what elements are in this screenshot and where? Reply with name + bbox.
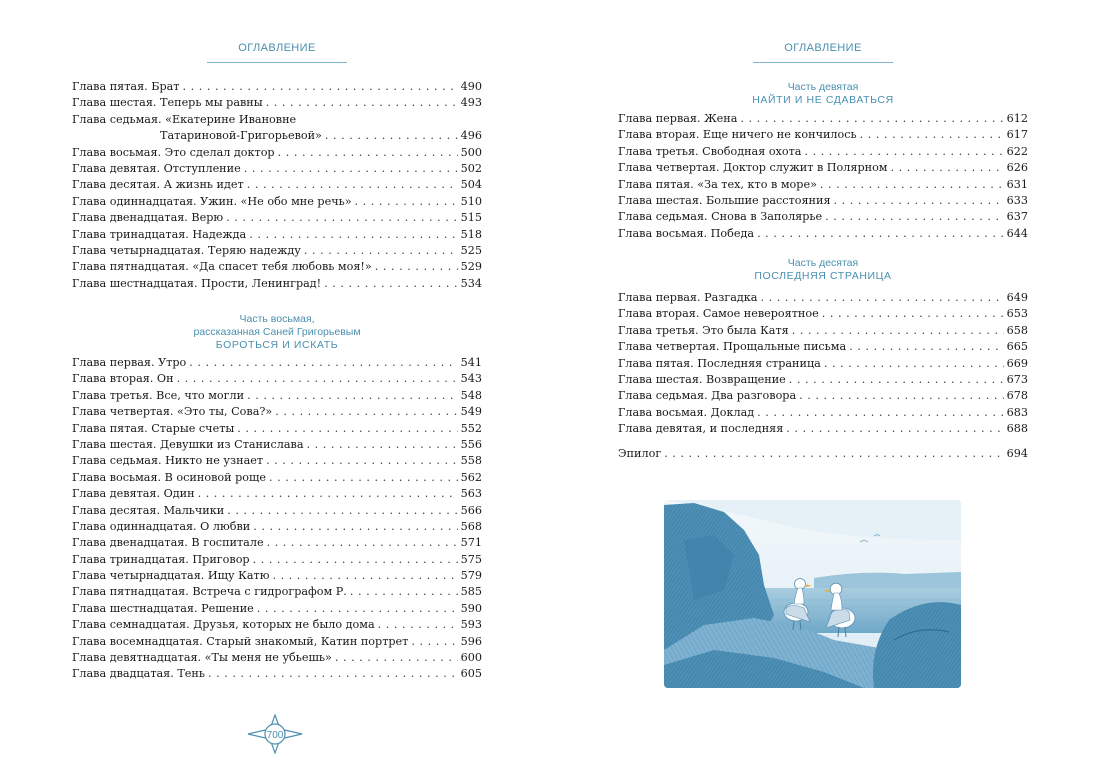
toc-entry-label: Глава шестая. Большие расстояния [618, 193, 831, 207]
toc-leader-dots [355, 194, 458, 210]
toc-entry-label: Глава тринадцатая. Приговор [72, 552, 250, 566]
toc-entry-label: Глава восьмая. Это сделал доктор [72, 145, 275, 159]
toc-entry-label: Глава одиннадцатая. Ужин. «Не обо мне речь» [72, 194, 352, 208]
toc-entry-page: 593 [460, 618, 482, 632]
toc-entry[interactable] [72, 666, 482, 682]
toc-section-part8 [72, 355, 482, 683]
toc-entry-page: 534 [460, 276, 482, 290]
toc-entry-label: Глава девятая. Один [72, 487, 195, 501]
toc-entry[interactable] [618, 372, 1028, 388]
toc-leader-dots [269, 470, 458, 486]
toc-entry[interactable] [618, 226, 1028, 242]
part-nine-heading [618, 81, 1028, 107]
toc-section-part9 [618, 111, 1028, 242]
toc-entry-label: Глава тринадцатая. Надежда [72, 227, 247, 241]
toc-entry-page: 556 [460, 437, 482, 451]
toc-entry-label: Глава двенадцатая. Верю [72, 211, 224, 225]
toc-leader-dots [740, 111, 1003, 127]
toc-entry-label: Глава шестнадцатая. Решение [72, 601, 254, 615]
toc-entry-page: 617 [1006, 128, 1028, 142]
toc-entry[interactable] [618, 323, 1028, 339]
toc-entry-page: 548 [460, 388, 482, 402]
toc-leader-dots [325, 128, 458, 144]
toc-entry-page: 678 [1006, 389, 1028, 403]
toc-leader-dots [860, 127, 1004, 143]
toc-leader-dots [304, 243, 458, 259]
toc-entry-label: Глава четвертая. Доктор служит в Полярном [618, 161, 888, 175]
toc-leader-dots [307, 437, 458, 453]
toc-entry-page: 515 [460, 211, 482, 225]
toc-entry-page: 525 [460, 243, 482, 257]
toc-leader-dots [825, 209, 1004, 225]
part-eight-heading [72, 313, 482, 352]
toc-entry-label-line1: Глава седьмая. «Екатерине Ивановне [72, 112, 297, 126]
toc-leader-dots [411, 634, 457, 650]
toc-section-part10 [618, 290, 1028, 438]
toc-entry-page: 644 [1006, 226, 1028, 240]
toc-entry-label: Глава пятая. Старые счеты [72, 421, 235, 435]
toc-entry-label: Глава восемнадцатая. Старый знакомый, Катин портрет [72, 634, 409, 648]
toc-entry-page: 558 [460, 454, 482, 468]
toc-entry-page: 626 [1006, 161, 1028, 175]
toc-leader-dots [278, 145, 458, 161]
toc-leader-dots [664, 446, 1003, 462]
toc-leader-dots [378, 617, 458, 633]
toc-entry-label: Глава восьмая. В осиновой роще [72, 470, 267, 484]
toc-leader-dots [849, 339, 1004, 355]
toc-entry-label: Глава семнадцатая. Друзья, которых не было дома [72, 618, 375, 632]
toc-entry-page: 571 [460, 536, 482, 550]
toc-entry-label: Глава первая. Разгадка [618, 291, 758, 304]
toc-entry-label: Глава десятая. А жизнь идет [72, 178, 244, 192]
running-head-rule [207, 62, 347, 63]
part-eight-narrator: рассказанная Саней Григорьевым [193, 326, 361, 338]
toc-leader-dots [324, 276, 457, 292]
toc-entry-epilogue[interactable] [618, 446, 1028, 462]
toc-section-part7-end [72, 79, 482, 292]
toc-entry-page: 568 [460, 519, 482, 533]
toc-entry-label: Глава двадцатая. Тень [72, 667, 205, 681]
toc-leader-dots [266, 453, 458, 469]
toc-entry[interactable] [72, 112, 482, 145]
toc-entry-label: Глава первая. Жена [618, 112, 738, 125]
toc-entry[interactable] [72, 535, 482, 551]
toc-leader-dots [275, 404, 457, 420]
toc-entry[interactable] [72, 259, 482, 275]
toc-leader-dots [272, 568, 457, 584]
toc-entry[interactable] [72, 276, 482, 292]
toc-entry[interactable] [72, 568, 482, 584]
toc-entry-label: Глава шестая. Девушки из Станислава [72, 437, 304, 451]
toc-entry-page: 665 [1006, 340, 1028, 354]
toc-entry-page: 529 [460, 260, 482, 274]
toc-entry-label: Глава четырнадцатая. Теряю надежду [72, 243, 301, 257]
toc-leader-dots [786, 421, 1003, 437]
toc-entry-page: 649 [1006, 291, 1028, 304]
toc-entry-page: 688 [1006, 422, 1028, 436]
toc-entry[interactable] [618, 209, 1028, 225]
toc-entry[interactable] [618, 177, 1028, 193]
toc-entry[interactable] [72, 161, 482, 177]
toc-entry-label: Глава восьмая. Победа [618, 226, 755, 240]
toc-entry-page: 631 [1006, 177, 1028, 191]
toc-entry-label: Эпилог [618, 447, 662, 460]
toc-entry-label: Глава десятая. Мальчики [72, 503, 225, 517]
toc-entry-label: Глава двенадцатая. В госпитале [72, 536, 264, 550]
toc-entry[interactable] [72, 95, 482, 111]
seagulls-illustration [664, 500, 961, 688]
toc-entry[interactable] [72, 617, 482, 633]
toc-entry-label: Глава одиннадцатая. О любви [72, 519, 251, 533]
toc-entry[interactable] [72, 79, 482, 95]
toc-entry-label: Глава шестнадцатая. Прости, Ленинград! [72, 276, 322, 290]
toc-entry-page: 669 [1006, 356, 1028, 370]
toc-entry[interactable] [72, 388, 482, 404]
toc-leader-dots [822, 306, 1004, 322]
toc-entry-label: Глава четвертая. «Это ты, Сова?» [72, 405, 273, 419]
toc-entry-label: Глава девятая. Отступление [72, 161, 241, 175]
toc-entry-label: Глава седьмая. Два разговора [618, 389, 797, 403]
part-ten-label: Часть десятая [787, 257, 859, 269]
toc-leader-dots [267, 535, 458, 551]
toc-entry[interactable] [618, 193, 1028, 209]
toc-entry[interactable] [72, 437, 482, 453]
toc-entry[interactable] [618, 405, 1028, 421]
toc-entry-page: 496 [460, 129, 482, 143]
toc-leader-dots [247, 177, 458, 193]
toc-entry[interactable] [72, 404, 482, 420]
toc-leader-dots [253, 552, 458, 568]
toc-entry[interactable] [72, 584, 482, 600]
toc-entry-page: 504 [460, 178, 482, 192]
toc-entry-page: 683 [1006, 405, 1028, 419]
toc-entry-page: 549 [460, 405, 482, 419]
toc-entry-page: 590 [460, 601, 482, 615]
toc-entry[interactable] [72, 194, 482, 210]
running-head-right: ОГЛАВЛЕНИЕ [784, 42, 862, 54]
toc-entry-page: 493 [460, 96, 482, 110]
toc-entry-label: Глава седьмая. Никто не узнает [72, 454, 264, 468]
toc-entry[interactable] [72, 177, 482, 193]
toc-entry[interactable] [618, 421, 1028, 437]
toc-leader-dots [834, 193, 1004, 209]
toc-epilogue [618, 446, 1028, 462]
part-nine-title: НАЙТИ И НЕ СДАВАТЬСЯ [752, 94, 894, 106]
toc-leader-dots [266, 95, 458, 111]
toc-entry[interactable] [72, 371, 482, 387]
toc-entry[interactable] [618, 127, 1028, 143]
toc-entry-page: 633 [1006, 193, 1028, 207]
toc-entry-label-line2: Татариновой-Григорьевой» [160, 129, 322, 143]
toc-entry[interactable] [72, 210, 482, 226]
toc-entry-page: 562 [460, 470, 482, 484]
part-ten-heading [618, 257, 1028, 283]
toc-leader-dots [799, 388, 1004, 404]
toc-leader-dots [375, 259, 458, 275]
toc-entry[interactable] [72, 227, 482, 243]
toc-leader-dots [227, 503, 457, 519]
toc-entry-page: 658 [1006, 323, 1028, 337]
toc-leader-dots [249, 227, 457, 243]
toc-entry-page: 673 [1006, 372, 1028, 386]
toc-entry[interactable] [72, 470, 482, 486]
toc-entry[interactable] [72, 486, 482, 502]
toc-entry-page: 563 [460, 487, 482, 501]
toc-entry-label: Глава восьмая. Доклад [618, 405, 755, 419]
toc-entry-label: Глава пятая. Брат [72, 80, 180, 93]
toc-entry[interactable] [72, 145, 482, 161]
toc-entry-page: 579 [460, 569, 482, 583]
toc-entry-page: 694 [1006, 447, 1028, 460]
toc-entry[interactable] [618, 144, 1028, 160]
toc-entry-label: Глава четвертая. Прощальные письма [618, 340, 847, 354]
toc-entry-label: Глава третья. Все, что могли [72, 388, 245, 402]
toc-entry[interactable] [618, 160, 1028, 176]
part-eight-title: БОРОТЬСЯ И ИСКАТЬ [215, 339, 339, 351]
toc-leader-dots [757, 226, 1004, 242]
part-ten-title: ПОСЛЕДНЯЯ СТРАНИЦА [754, 270, 892, 282]
toc-entry-label: Глава первая. Утро [72, 356, 187, 369]
toc-entry-page: 566 [460, 503, 482, 517]
toc-entry-page: 600 [460, 651, 482, 665]
toc-entry[interactable] [72, 601, 482, 617]
toc-entry-label: Глава пятнадцатая. «Да спасет тебя любовь моя!» [72, 260, 372, 274]
toc-leader-dots [183, 79, 458, 95]
toc-entry-page: 637 [1006, 210, 1028, 224]
toc-entry-label: Глава шестая. Возвращение [618, 372, 786, 386]
toc-leader-dots [350, 584, 458, 600]
toc-entry-page: 622 [1006, 144, 1028, 158]
toc-entry-label: Глава вторая. Он [72, 372, 174, 386]
left-page [72, 0, 482, 781]
toc-leader-dots [244, 161, 458, 177]
toc-entry-label: Глава вторая. Самое невероятное [618, 307, 819, 321]
toc-entry[interactable] [72, 503, 482, 519]
toc-entry[interactable] [72, 453, 482, 469]
toc-entry-label: Глава пятая. «За тех, кто в море» [618, 177, 817, 191]
toc-entry[interactable] [72, 421, 482, 437]
toc-entry[interactable] [72, 519, 482, 535]
toc-leader-dots [247, 388, 458, 404]
toc-entry-page: 653 [1006, 307, 1028, 321]
toc-entry[interactable] [72, 552, 482, 568]
toc-entry-label: Глава третья. Это была Катя [618, 323, 789, 337]
toc-leader-dots [257, 601, 458, 617]
toc-entry-page: 552 [460, 421, 482, 435]
toc-entry[interactable] [618, 290, 1028, 306]
toc-entry[interactable] [618, 388, 1028, 404]
toc-entry-page: 502 [460, 161, 482, 175]
running-head-left: ОГЛАВЛЕНИЕ [238, 42, 316, 54]
toc-leader-dots [820, 177, 1004, 193]
page-number-left: 700 [266, 730, 284, 741]
toc-entry-label: Глава четырнадцатая. Ищу Катю [72, 569, 270, 583]
toc-entry-label: Глава пятнадцатая. Встреча с гидрографом Р. [72, 585, 347, 599]
toc-entry-label: Глава девятая, и последняя [618, 422, 784, 436]
toc-entry[interactable] [618, 306, 1028, 322]
toc-entry[interactable] [72, 243, 482, 259]
toc-leader-dots [177, 371, 458, 387]
toc-entry-label: Глава шестая. Теперь мы равны [72, 96, 263, 110]
toc-entry-page: 500 [460, 145, 482, 159]
part-nine-label: Часть девятая [787, 81, 859, 93]
toc-entry[interactable] [72, 355, 482, 371]
toc-entry-label: Глава седьмая. Снова в Заполярье [618, 210, 823, 224]
toc-entry[interactable] [618, 111, 1028, 127]
toc-leader-dots [792, 323, 1004, 339]
toc-entry-page: 585 [460, 585, 482, 599]
toc-entry-label: Глава девятнадцатая. «Ты меня не убьешь» [72, 651, 332, 665]
toc-entry[interactable] [72, 634, 482, 650]
toc-leader-dots [804, 144, 1003, 160]
toc-entry[interactable] [618, 339, 1028, 355]
toc-leader-dots [226, 210, 457, 226]
toc-entry-page: 518 [460, 227, 482, 241]
toc-entry-page: 541 [460, 356, 482, 369]
toc-entry-page: 612 [1006, 112, 1028, 125]
toc-leader-dots [237, 421, 457, 437]
part-eight-label: Часть восьмая, [239, 313, 315, 325]
toc-entry-label: Глава третья. Свободная охота [618, 144, 802, 158]
toc-entry-page: 490 [460, 80, 482, 93]
toc-entry-page: 510 [460, 194, 482, 208]
running-head-rule [753, 62, 893, 63]
toc-leader-dots [198, 486, 458, 502]
toc-leader-dots [824, 356, 1004, 372]
toc-entry[interactable] [72, 650, 482, 666]
toc-entry-page: 575 [460, 552, 482, 566]
toc-entry-label: Глава вторая. Еще ничего не кончилось [618, 128, 857, 142]
toc-leader-dots [253, 519, 457, 535]
toc-leader-dots [189, 355, 457, 371]
toc-leader-dots [335, 650, 458, 666]
toc-leader-dots [208, 666, 458, 682]
toc-entry-page: 543 [460, 372, 482, 386]
compass-page-number [247, 714, 303, 754]
toc-leader-dots [891, 160, 1004, 176]
toc-entry-label: Глава пятая. Последняя страница [618, 356, 821, 370]
toc-leader-dots [760, 290, 1003, 306]
toc-leader-dots [757, 405, 1004, 421]
toc-entry-page: 596 [460, 634, 482, 648]
toc-entry-page: 605 [460, 667, 482, 681]
toc-leader-dots [789, 372, 1004, 388]
toc-entry[interactable] [618, 356, 1028, 372]
